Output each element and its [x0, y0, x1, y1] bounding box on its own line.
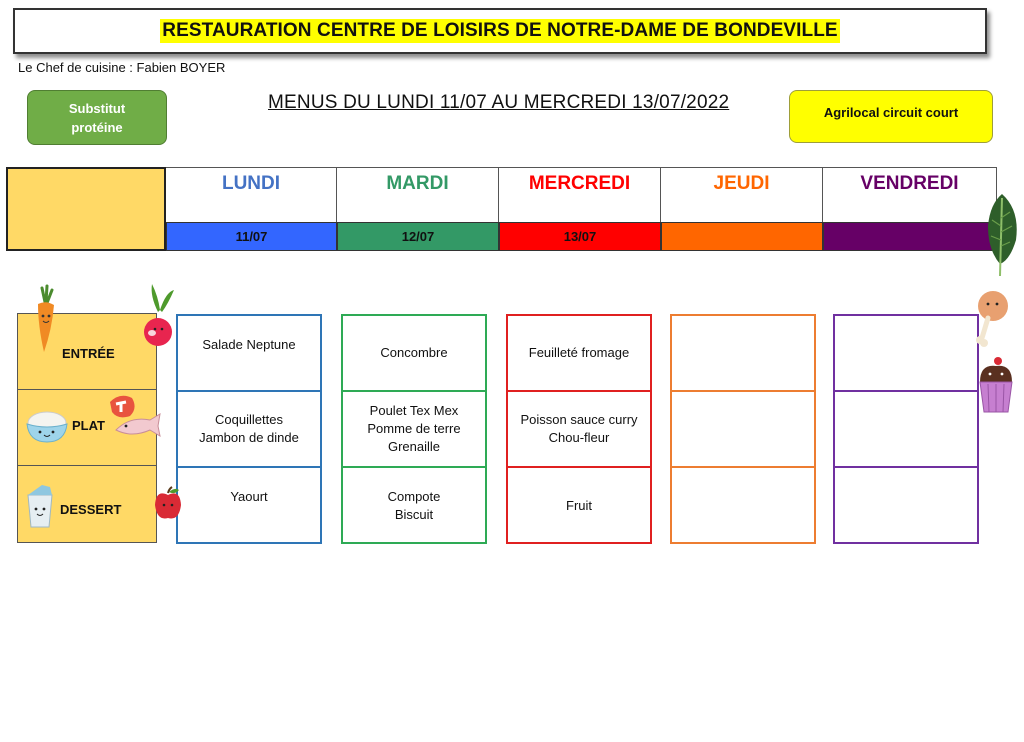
menu-cell-dessert — [672, 468, 814, 544]
day-name: MERCREDI — [499, 167, 661, 222]
spinach-leaf-icon — [982, 190, 1022, 278]
category-label: ENTRÉE — [62, 346, 115, 361]
title-banner — [13, 8, 987, 54]
menu-cell-dessert — [508, 468, 650, 544]
day-date: 12/07 — [337, 222, 499, 251]
dish-text: Compote Biscuit — [387, 489, 441, 522]
menu-box-thursday — [670, 314, 816, 544]
rice-bowl-icon — [25, 408, 69, 444]
day-header-friday — [823, 167, 997, 252]
menu-box-tuesday — [341, 314, 487, 544]
menu-cell-dessert — [343, 468, 485, 544]
dish-text: Salade Neptune — [202, 337, 296, 352]
category-label: PLAT — [72, 418, 105, 433]
chicken-leg-icon — [974, 290, 1012, 348]
menu-cell-main — [672, 392, 814, 468]
dish-text: Poulet Tex Mex Pomme de terre Grenaille — [367, 403, 461, 454]
day-date: 13/07 — [499, 222, 661, 251]
chef-label: Le Chef de cuisine : Fabien BOYER — [18, 60, 226, 75]
menu-cell-dessert — [178, 468, 320, 544]
legend-local-circuit: Agrilocal circuit court — [789, 90, 993, 143]
day-header-thursday — [661, 167, 823, 252]
day-name: VENDREDI — [823, 167, 997, 222]
day-date: 11/07 — [166, 222, 337, 251]
dish-text: Fruit — [566, 498, 592, 513]
yogurt-icon — [24, 483, 56, 529]
day-header-wednesday — [499, 167, 661, 252]
dish-text: Poisson sauce curry Chou-fleur — [520, 412, 638, 445]
header-corner-cell — [6, 167, 166, 251]
menu-box-monday — [176, 314, 322, 544]
dish-text: Coquillettes Jambon de dinde — [199, 412, 299, 445]
menu-cell-starter — [672, 316, 814, 392]
menu-cell-main — [508, 392, 650, 468]
page-title: RESTAURATION CENTRE DE LOISIRS DE NOTRE-DAME DE BONDEVILLE — [162, 20, 838, 41]
menu-cell-starter — [178, 316, 320, 392]
menu-cell-starter — [835, 316, 977, 392]
day-header-monday — [166, 167, 337, 252]
menu-cell-starter — [508, 316, 650, 392]
menu-box-wednesday — [506, 314, 652, 544]
menu-cell-main — [835, 392, 977, 468]
menu-box-friday — [833, 314, 979, 544]
apple-icon — [153, 487, 183, 521]
day-header-tuesday — [337, 167, 499, 252]
ham-fish-icon — [106, 392, 162, 442]
menu-cell-main — [343, 392, 485, 468]
day-name: LUNDI — [166, 167, 337, 222]
day-date — [661, 222, 823, 251]
dish-text: Yaourt — [230, 489, 268, 504]
menu-cell-dessert — [835, 468, 977, 544]
category-label: DESSERT — [60, 502, 122, 517]
dish-text: Concombre — [380, 345, 448, 360]
radish-icon — [142, 282, 176, 348]
cupcake-icon — [976, 354, 1016, 416]
menu-period-title: MENUS DU LUNDI 11/07 AU MERCREDI 13/07/2022 — [268, 92, 730, 113]
day-name: JEUDI — [661, 167, 823, 222]
dish-text: Feuilleté fromage — [528, 345, 630, 360]
menu-cell-starter — [343, 316, 485, 392]
legend-protein-substitute: Substitut protéine — [27, 90, 167, 145]
day-date — [823, 222, 997, 251]
menu-cell-main — [178, 392, 320, 468]
carrot-icon — [30, 284, 60, 354]
day-name: MARDI — [337, 167, 499, 222]
